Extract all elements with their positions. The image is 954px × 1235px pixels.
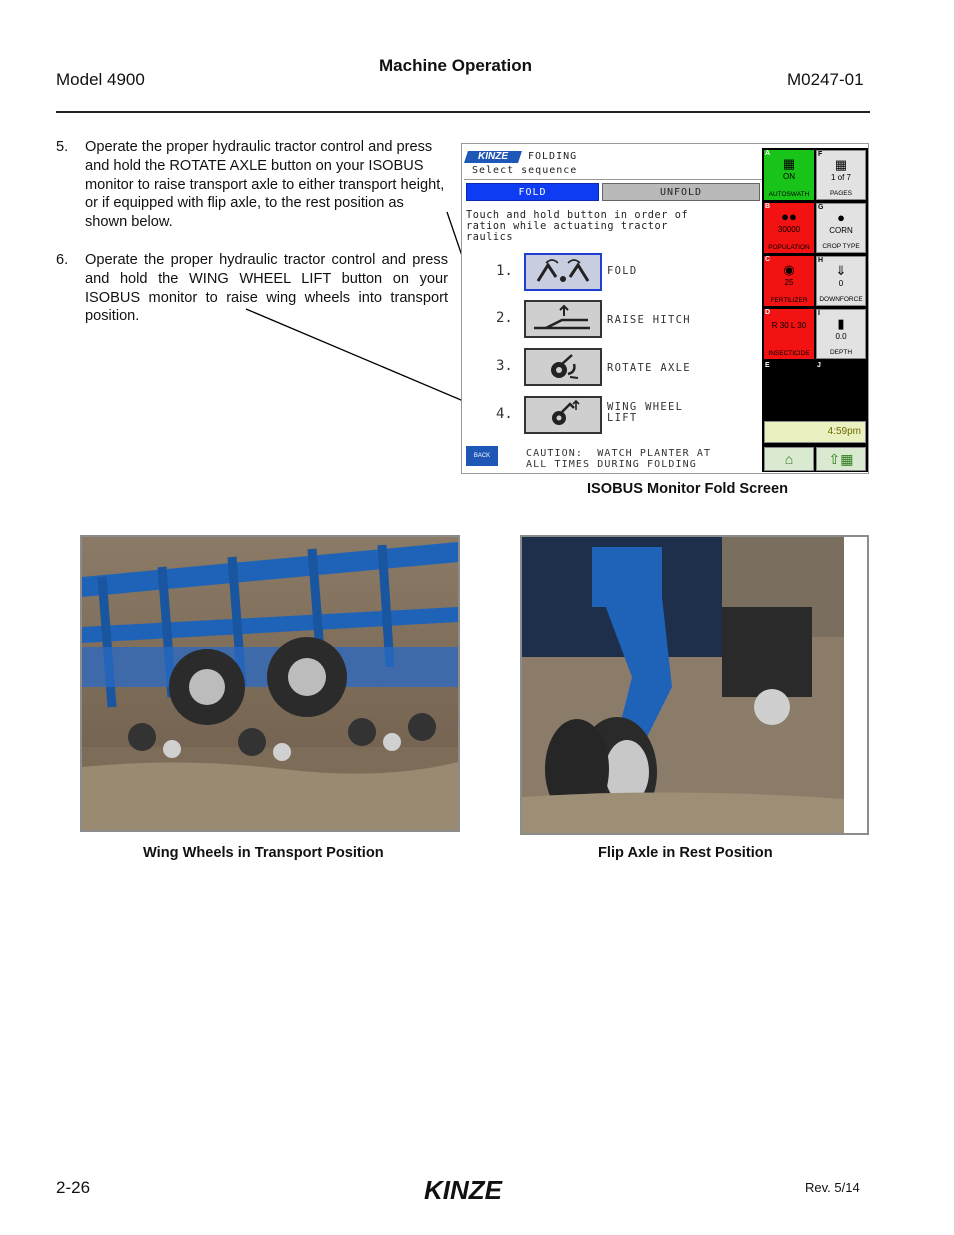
header-model: Model 4900 [56,70,145,89]
monitor-fold-panel [464,148,762,470]
fold-wings-icon [526,255,600,289]
kinze-logo [405,1178,523,1204]
sequence-label: RAISE HITCH [607,314,691,326]
sequence-step-raise-hitch [464,300,762,340]
fertilizer-icon: ◉ [783,262,795,277]
downforce-icon: ⇓ [835,263,847,278]
svg-text:KINZE: KINZE [424,1178,502,1204]
home-icon: ⌂ [784,451,794,467]
header-section-title: Machine Operation [379,56,533,75]
sequence-number: 3. [496,358,513,374]
seeds-icon: ●● [781,209,797,224]
home-button[interactable] [764,447,814,471]
tile-j-empty: J [816,362,866,412]
step-number: 6. [56,252,69,268]
sequence-number: 4. [496,406,513,422]
sequence-step-wing-wheel-lift [464,396,762,436]
tile-crop-type[interactable]: G ● CORN CROP TYPE [816,203,866,253]
autoswath-icon: ▦ [782,156,796,171]
sequence-label: ROTATE AXLE [607,362,691,374]
monitor-title: FOLDING [528,151,578,162]
monitor-caution: CAUTION: WATCH PLANTER AT ALL TIMES DURING FOLDING [526,448,712,470]
photo-wing-wheels [80,535,460,832]
tile-insecticide[interactable]: D R 30 L 30 INSECTICIDE [764,309,814,359]
tile-downforce[interactable]: H ⇓ 0 DOWNFORCE [816,256,866,306]
tile-autoswath[interactable]: A ▦ ON AUTOSWATH [764,150,814,200]
sequence-step-rotate-axle [464,348,762,388]
sequence-label: FOLD [607,265,638,277]
tab-unfold[interactable]: UNFOLD [602,183,760,201]
step-text: Operate the proper hydraulic tractor control and press and hold the WING WHEEL LIFT button on your ISOBUS monitor to raise wing wheels into transport position. [85,252,448,325]
header-doc-number: M0247-01 [787,70,864,89]
rotate-axle-button[interactable] [524,348,602,386]
tile-fertilizer[interactable]: C ◉ 25 FERTILIZER [764,256,814,306]
tile-population[interactable]: B ●● 30000 POPULATION [764,203,814,253]
isobus-monitor-screenshot [461,143,869,474]
step-text: Operate the proper hydraulic tractor control and press and hold the ROTATE AXLE button on your ISOBUS monitor to raise transport axle to either transport height, or if equipped with flip axle, to the rest position as shown below. [85,139,445,231]
photo-flip-axle [520,535,869,835]
wing-wheel-lift-button[interactable] [524,396,602,434]
raise-hitch-button[interactable] [524,300,602,338]
arrow-wing-wheel-lift [246,309,487,411]
tile-e-empty: E [764,362,814,412]
page-up-button[interactable] [816,447,866,471]
sequence-number: 1. [496,263,513,279]
tab-fold[interactable]: FOLD [466,183,599,201]
up-arrow-grid-icon: ⇧▦ [828,451,854,467]
tile-pages[interactable]: F ▦ 1 of 7 PAGES [816,150,866,200]
fold-button[interactable] [524,253,602,291]
caption-wing-wheels: Wing Wheels in Transport Position [143,845,384,861]
monitor-instruction: Touch and hold button in order of ration while actuating tractor raulics [466,210,689,243]
revision: Rev. 5/14 [805,1180,860,1195]
sequence-number: 2. [496,310,513,326]
back-button[interactable]: BACK [466,446,498,466]
caption-monitor: ISOBUS Monitor Fold Screen [587,481,789,497]
depth-icon: ▮ [837,316,845,331]
page-number: 2-26 [56,1178,91,1197]
monitor-clock: 4:59pm [764,421,866,443]
wing-wheel-lift-icon [526,398,600,432]
pages-icon: ▦ [834,157,848,172]
monitor-status-tiles [762,148,868,472]
monitor-subtitle: Select sequence [472,165,578,176]
monitor-divider [464,179,762,180]
tile-depth[interactable]: I ▮ 0.0 DEPTH [816,309,866,359]
rotate-axle-icon [526,350,600,384]
monitor-logo: KINZE [464,151,522,163]
step-number: 5. [56,139,69,155]
raise-hitch-icon [526,302,600,336]
caption-flip-axle: Flip Axle in Rest Position [598,845,773,861]
sequence-label: WING WHEEL LIFT [607,401,684,424]
crop-icon: ● [837,210,845,225]
sequence-step-fold [464,253,762,293]
